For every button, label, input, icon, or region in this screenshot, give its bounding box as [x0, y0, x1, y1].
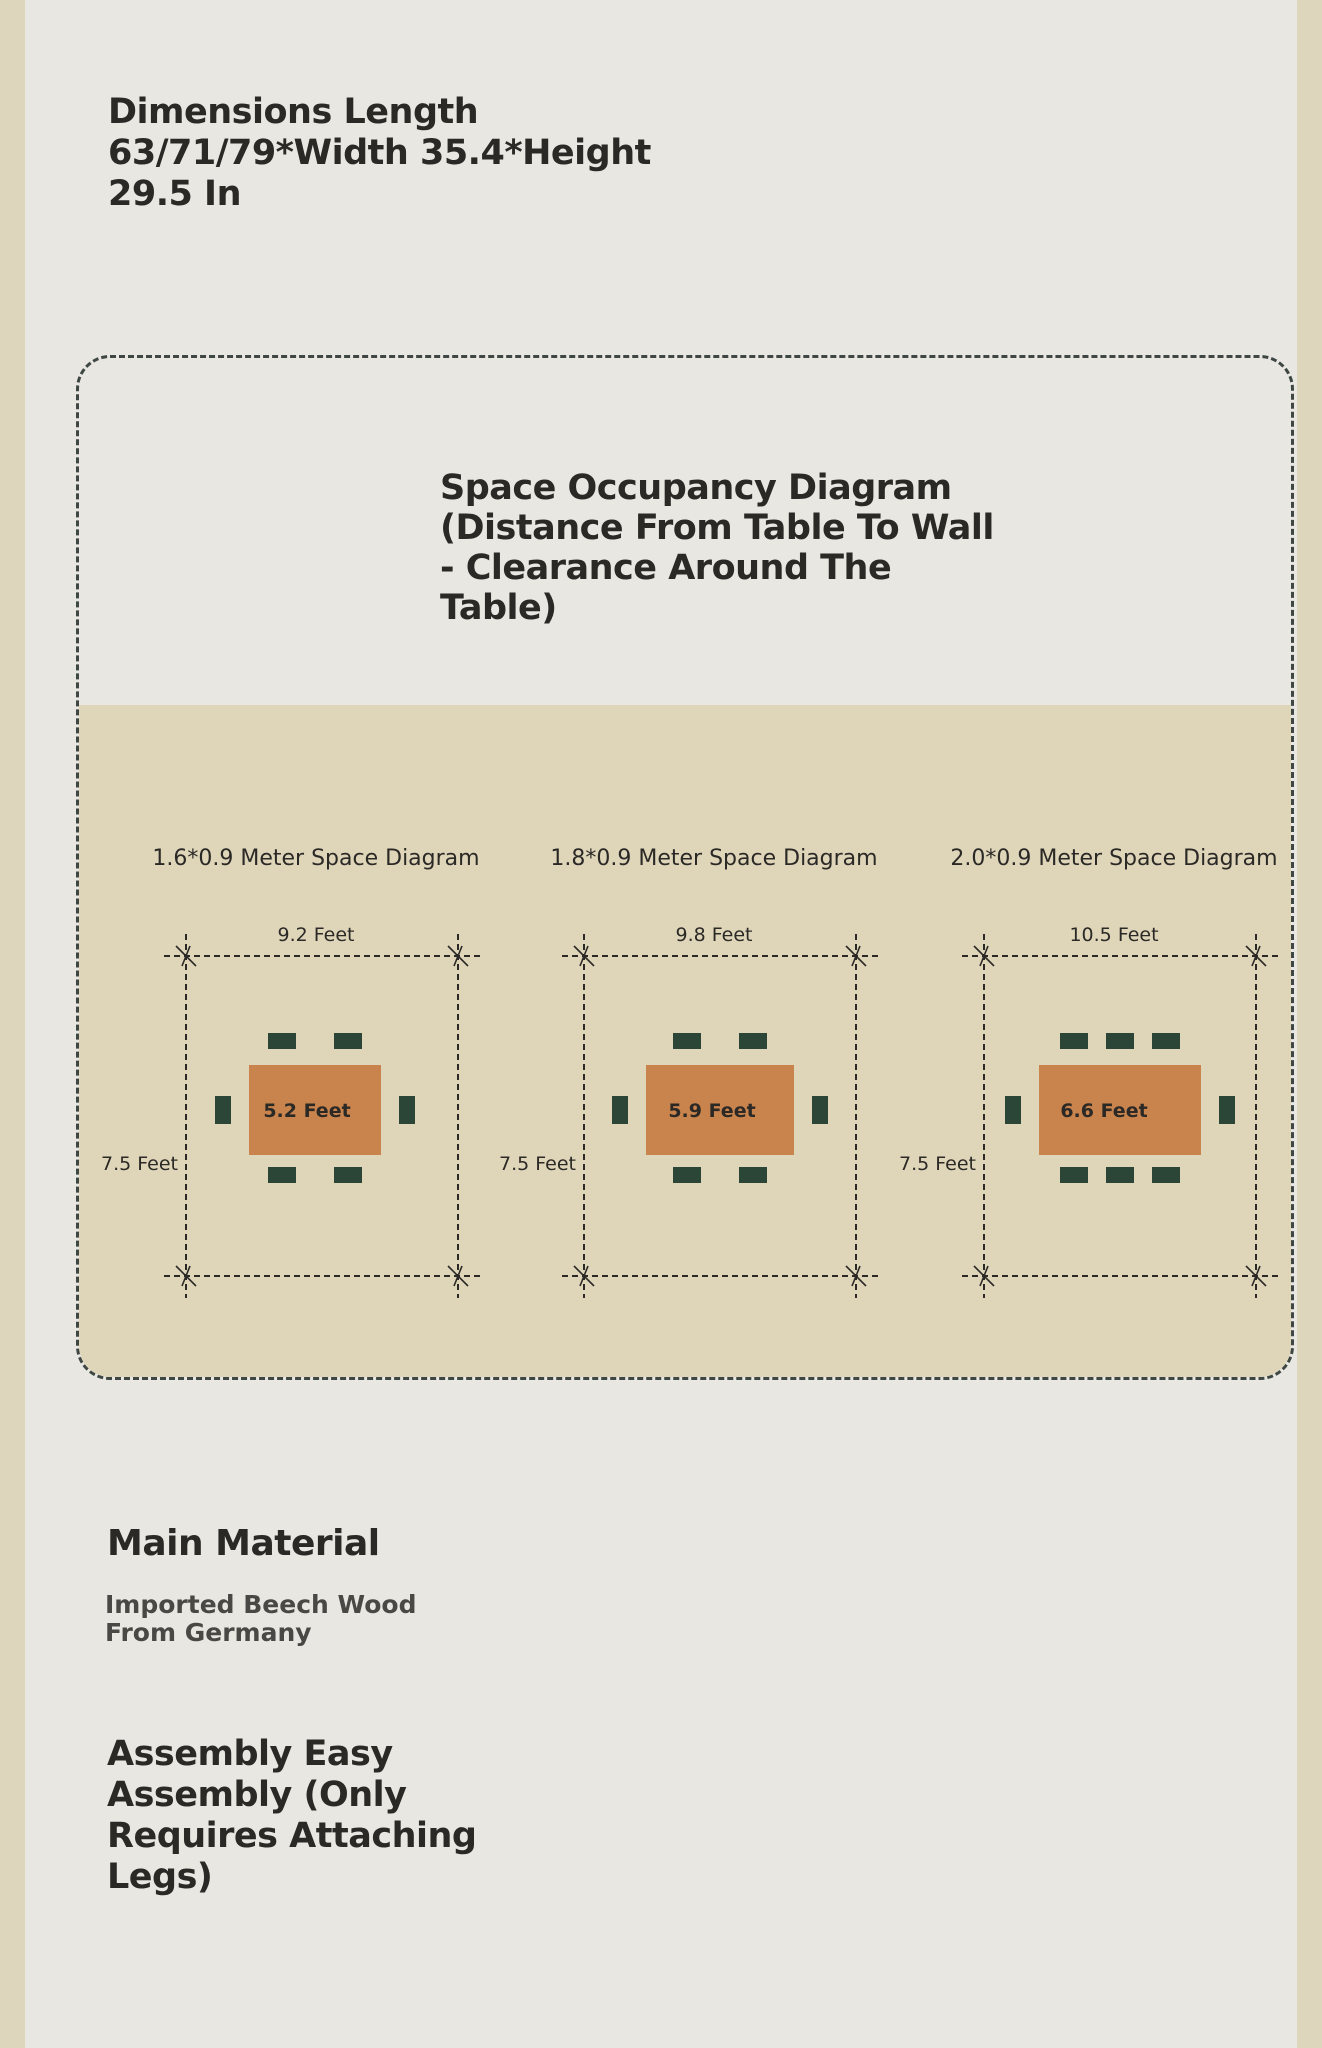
- material-heading: Main Material: [107, 1523, 380, 1564]
- table-length-label: 6.6 Feet: [1060, 1100, 1148, 1122]
- space-diagram-title: Space Occupancy Diagram (Distance From Table To Wall - Clearance Around The Table): [440, 468, 994, 628]
- chair-bottom: [739, 1167, 767, 1183]
- chair-bottom: [1060, 1167, 1088, 1183]
- chair-top: [334, 1033, 362, 1049]
- chair-bottom: [268, 1167, 296, 1183]
- diagram-label: 1.6*0.9 Meter Space Diagram: [152, 846, 480, 871]
- chair-top: [739, 1033, 767, 1049]
- page: [25, 0, 1297, 2048]
- assembly-title: Assembly Easy Assembly (Only Requires Attaching Legs): [107, 1734, 477, 1897]
- chair-right-end: [812, 1096, 828, 1124]
- chair-bottom: [334, 1167, 362, 1183]
- chair-top: [673, 1033, 701, 1049]
- table-length-label: 5.2 Feet: [263, 1100, 351, 1122]
- chair-right-end: [1219, 1096, 1235, 1124]
- chair-top: [268, 1033, 296, 1049]
- material-value: Imported Beech Wood From Germany: [105, 1590, 417, 1647]
- dimensions-title: Dimensions Length 63/71/79*Width 35.4*Height 29.5 In: [108, 92, 651, 214]
- chair-top: [1060, 1033, 1088, 1049]
- diagram-label: 1.8*0.9 Meter Space Diagram: [550, 846, 878, 871]
- width-dimension-label: 9.8 Feet: [675, 924, 753, 946]
- depth-dimension-label: 7.5 Feet: [499, 1153, 576, 1175]
- depth-dimension-label: 7.5 Feet: [899, 1153, 976, 1175]
- chair-bottom: [673, 1167, 701, 1183]
- chair-top: [1106, 1033, 1134, 1049]
- diagram-label: 2.0*0.9 Meter Space Diagram: [950, 846, 1278, 871]
- chair-left-end: [612, 1096, 628, 1124]
- chair-right-end: [399, 1096, 415, 1124]
- chair-left-end: [215, 1096, 231, 1124]
- chair-bottom: [1106, 1167, 1134, 1183]
- width-dimension-label: 10.5 Feet: [1069, 924, 1159, 946]
- chair-bottom: [1152, 1167, 1180, 1183]
- width-dimension-label: 9.2 Feet: [277, 924, 355, 946]
- space-diagram-panel: [76, 355, 1294, 1380]
- chair-top: [1152, 1033, 1180, 1049]
- space-diagrams: [79, 705, 1291, 1377]
- depth-dimension-label: 7.5 Feet: [101, 1153, 178, 1175]
- chair-left-end: [1005, 1096, 1021, 1124]
- table-length-label: 5.9 Feet: [668, 1100, 756, 1122]
